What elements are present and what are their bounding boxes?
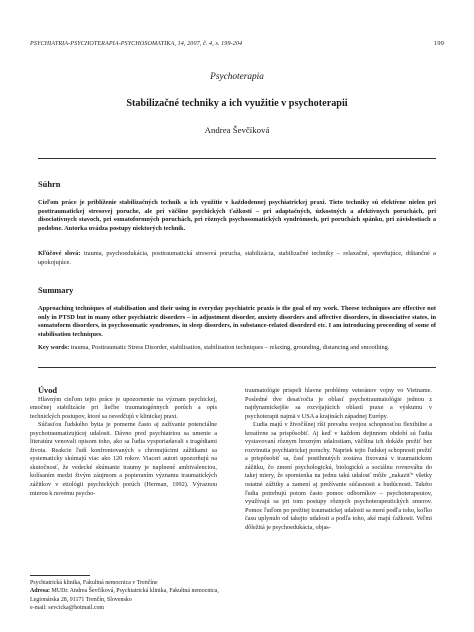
left-column <box>30 387 217 498</box>
section-label: Psychoterapia <box>210 72 264 82</box>
summary-heading: Summary <box>38 286 74 295</box>
footnote-email: e-mail: sevcicka@hotmail.com <box>30 604 105 611</box>
souhrn-keywords <box>38 250 436 267</box>
summary-keywords-label: Key words: <box>38 344 70 351</box>
summary-keywords <box>38 344 436 353</box>
left-paragraph-2: Súčasťou ľudského bytia je pomerne často aj zažívanie potenciálne psychotraumatizujúcej udalosti. Dávno pred psychiatriou sa umenie a literatúra venovali opisom toho, ako sa ľudia vysporiadavali s tragédiami života. Reakcie ľudí konfrontovaných s chronujúcimi zážitkami sa systematicky skúmajú viac ako 120 rokov. Viaceri autori upozorňujú na skutočnosť, že vedecké skúmanie traumy je naplnené ambivalenciou, kolísaním medzi živým záujmom a popieraním významu traumatických zážitkov v etiológii psychických porúch (Herman, 1992). Výraznou mierou k novému psycho- <box>30 421 217 497</box>
intro-heading: Úvod <box>38 386 58 395</box>
summary-section <box>38 286 436 340</box>
souhrn-heading: Súhrn <box>38 180 61 189</box>
page-number: 199 <box>433 40 444 47</box>
right-paragraph-1: traumatológie prispeli hlavne problémy veteránov vojny vo Vietname. Posledné dve desaťročia je oblasť psychotraumatológie jednou z najdynamickejšie sa rozvíjajúcich oblastí praxe a výskumu v psychoterapii najmä v USA a krajinách západnej Európy. <box>245 387 432 420</box>
left-paragraph-1: Hlavným cieľom tejto práce je upozornenie na význam psychickej, emočnej stabilizácie pri liečbe traumatogénnych porúch a opis technických postupov, ktoré sa osvedčujú v klinickej praxi. <box>30 395 217 420</box>
right-paragraph-2: Ľudia majú v živočíšnej ríši prevahu svojou schopnosťou flexibilne a kreatívne sa prispôsobiť. Aj keď v každom dejinnom období sú ľudia vystavovaní rôznym hrozným udalostiam, väčšina ich dokáže prežiť bez rozvinutia psychiatrickej poruchy. Napriek tejto ľudskej schopnosti prežiť a prispôsobiť sa, časť postihnutých zostáva fixovaná v traumatickom zážitku, čo zmení psychologickú, biologickú a sociálnu rovnováhu do takej miery, že spomienka na jednu takú udalosť môže „nakaziť“ všetky ostatné zážitky a zamení aj prežívanie súčasnosti a budúcnosti. Takéto ľudia potrebujú potom často pomoc odborníkov – psychoterapeutov, využívajú sa pri tom postupy rôznych psychoterapeutických smerov. Pomoc ľuďom po prežitej traumatickej udalosti sa mení podľa toho, koľko času uplynulo od takejto udalosti a podľa toho, aké majú ťažkosti. Veľmi dôležitá je psychoedukácia, objas- <box>245 421 432 531</box>
footnote-rule <box>30 575 90 576</box>
footnote-address: MUDr. Andrea Ševčíková, Psychiatrická klinika, Fakultná nemocnica, Legionárska 28, 91171 Trenčín, Slovensko <box>30 588 219 603</box>
souhrn-text: Cieľom práce je priblíženie stabilizačných technik a ich využitie v každodennej psychiatrickej praxi. Tieto techniky sú efektívne nielen pri posttraumatickej stresovej poruche, ale pri väčšine psychických ťažkostí – pri adaptačných, úzkostných a afektívnych poruchách, pri disociatívnych stavoch, pri somatoformných poruchách, pri rôznych psychosomatických syndrómoch, pri poruchách spánku, pri závislostiach a podobne. Autorka uvádza postupy niektorých technik. <box>38 199 436 233</box>
souhrn-section <box>38 180 436 234</box>
abstract-top-rule <box>38 158 436 159</box>
summary-keywords-text: trauma, Posttraumatic Stress Disorder, stabilisation, stabilisation techniques – relaxing, grounding, distancing and smoothing. <box>70 344 390 351</box>
summary-text: Approaching techniques of stabilisation and their using in everyday psychiatric praxis is the goal of my work. Theese techniques are effective not only in PTSD but in many other psychiatric disorders – in adjustment disorder, anxiety disorders and affective disorders, in dissociative states, in somatoform disorders, in psychosomatic syndromes, in sleep disorders, in substance-related disorderd etc. I am introducing proceeding of some of stabilisation techniques. <box>38 305 436 339</box>
footnote-address-label: Adresa: <box>30 588 51 595</box>
journal-citation: PSYCHIATRIA-PSYCHOTERAPIA-PSYCHOSOMATIKA, 14, 2007, č. 4, s. 199-204 <box>30 41 243 47</box>
souhrn-keywords-label: Kľúčové slová: <box>38 250 81 257</box>
footnote-affiliation: Psychiatrická klinika, Fakultná nemocnica v Trenčíne <box>30 580 158 586</box>
abstract-bottom-rule <box>38 367 436 368</box>
running-header <box>30 40 444 47</box>
footnote <box>30 579 220 612</box>
right-column <box>245 387 432 532</box>
author-name: Andrea Ševčíková <box>204 125 270 135</box>
souhrn-keywords-text: trauma, psychoedukácia, posttraumatická stresová porucha, stabilizácia, stabilizačné techniky – relaxačné, spevňujúce, dištančné a upokojujúce. <box>38 250 436 266</box>
article-title: Stabilizačné techniky a ich využitie v psychoterapii <box>126 98 348 109</box>
